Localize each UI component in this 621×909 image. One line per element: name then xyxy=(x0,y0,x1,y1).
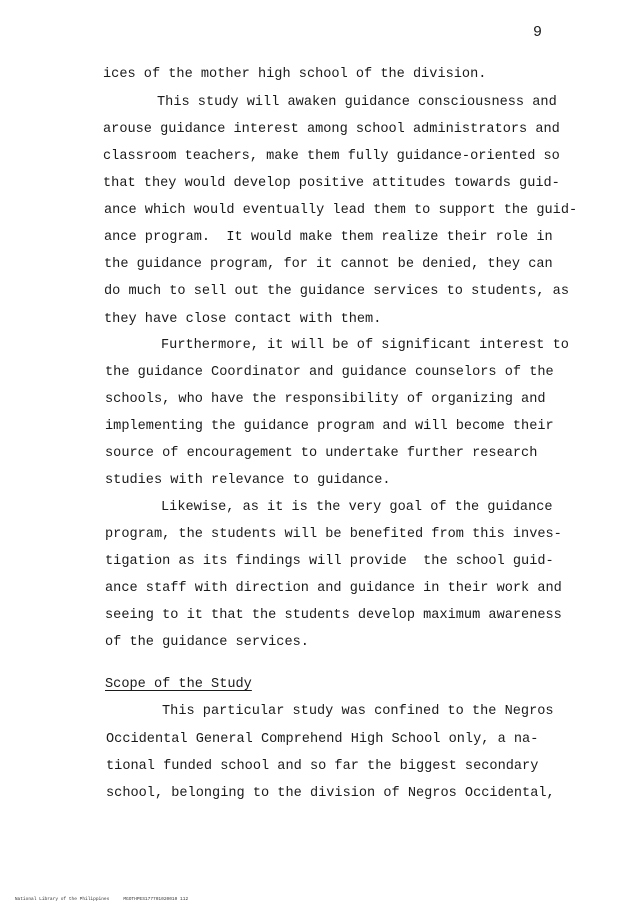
text-line: seeing to it that the students develop maximum awareness xyxy=(105,608,562,623)
text-line: ance staff with direction and guidance in their work and xyxy=(105,581,562,596)
text-line: school, belonging to the division of Negros Occidental, xyxy=(106,786,555,801)
text-line: program, the students will be benefited from this inves- xyxy=(105,527,562,542)
paragraph-first-line: Furthermore, it will be of significant interest to xyxy=(161,338,569,353)
text-line: ices of the mother high school of the division. xyxy=(103,67,487,82)
archive-name: National Library of the Philippines xyxy=(14,897,110,902)
text-line: implementing the guidance program and will become their xyxy=(105,419,554,434)
text-line: source of encouragement to undertake further research xyxy=(105,446,538,461)
text-line: tigation as its findings will provide the school guid- xyxy=(105,554,554,569)
text-line: schools, who have the responsibility of organizing and xyxy=(105,392,546,407)
page-number: 9 xyxy=(533,24,543,41)
text-line: do much to sell out the guidance services to students, as xyxy=(104,284,569,299)
text-line: they have close contact with them. xyxy=(104,312,382,327)
text-line: of the guidance services. xyxy=(105,635,309,650)
text-line: classroom teachers, make them fully guidance-oriented so xyxy=(103,149,560,164)
text-line: studies with relevance to guidance. xyxy=(105,473,391,488)
text-line: Occidental General Comprehend High School only, a na- xyxy=(106,732,539,747)
section-heading-scope: Scope of the Study xyxy=(105,677,252,692)
text-line: arouse guidance interest among school administrators and xyxy=(103,122,560,137)
text-line: that they would develop positive attitudes towards guid- xyxy=(103,176,560,191)
archive-footer xyxy=(4,891,202,909)
text-line: the guidance program, for it cannot be denied, they can xyxy=(104,257,553,272)
text-line: tional funded school and so far the biggest secondary xyxy=(106,759,539,774)
archive-code: MGOTHPES177701020010 112 xyxy=(123,897,189,902)
paragraph-first-line: This particular study was confined to the Negros xyxy=(162,704,554,719)
text-line: the guidance Coordinator and guidance counselors of the xyxy=(105,365,554,380)
text-line: ance which would eventually lead them to support the guid- xyxy=(104,203,578,218)
paragraph-first-line: This study will awaken guidance consciousness and xyxy=(157,95,557,110)
text-line: ance program. It would make them realize their role in xyxy=(104,230,553,245)
paragraph-first-line: Likewise, as it is the very goal of the guidance xyxy=(161,500,553,515)
